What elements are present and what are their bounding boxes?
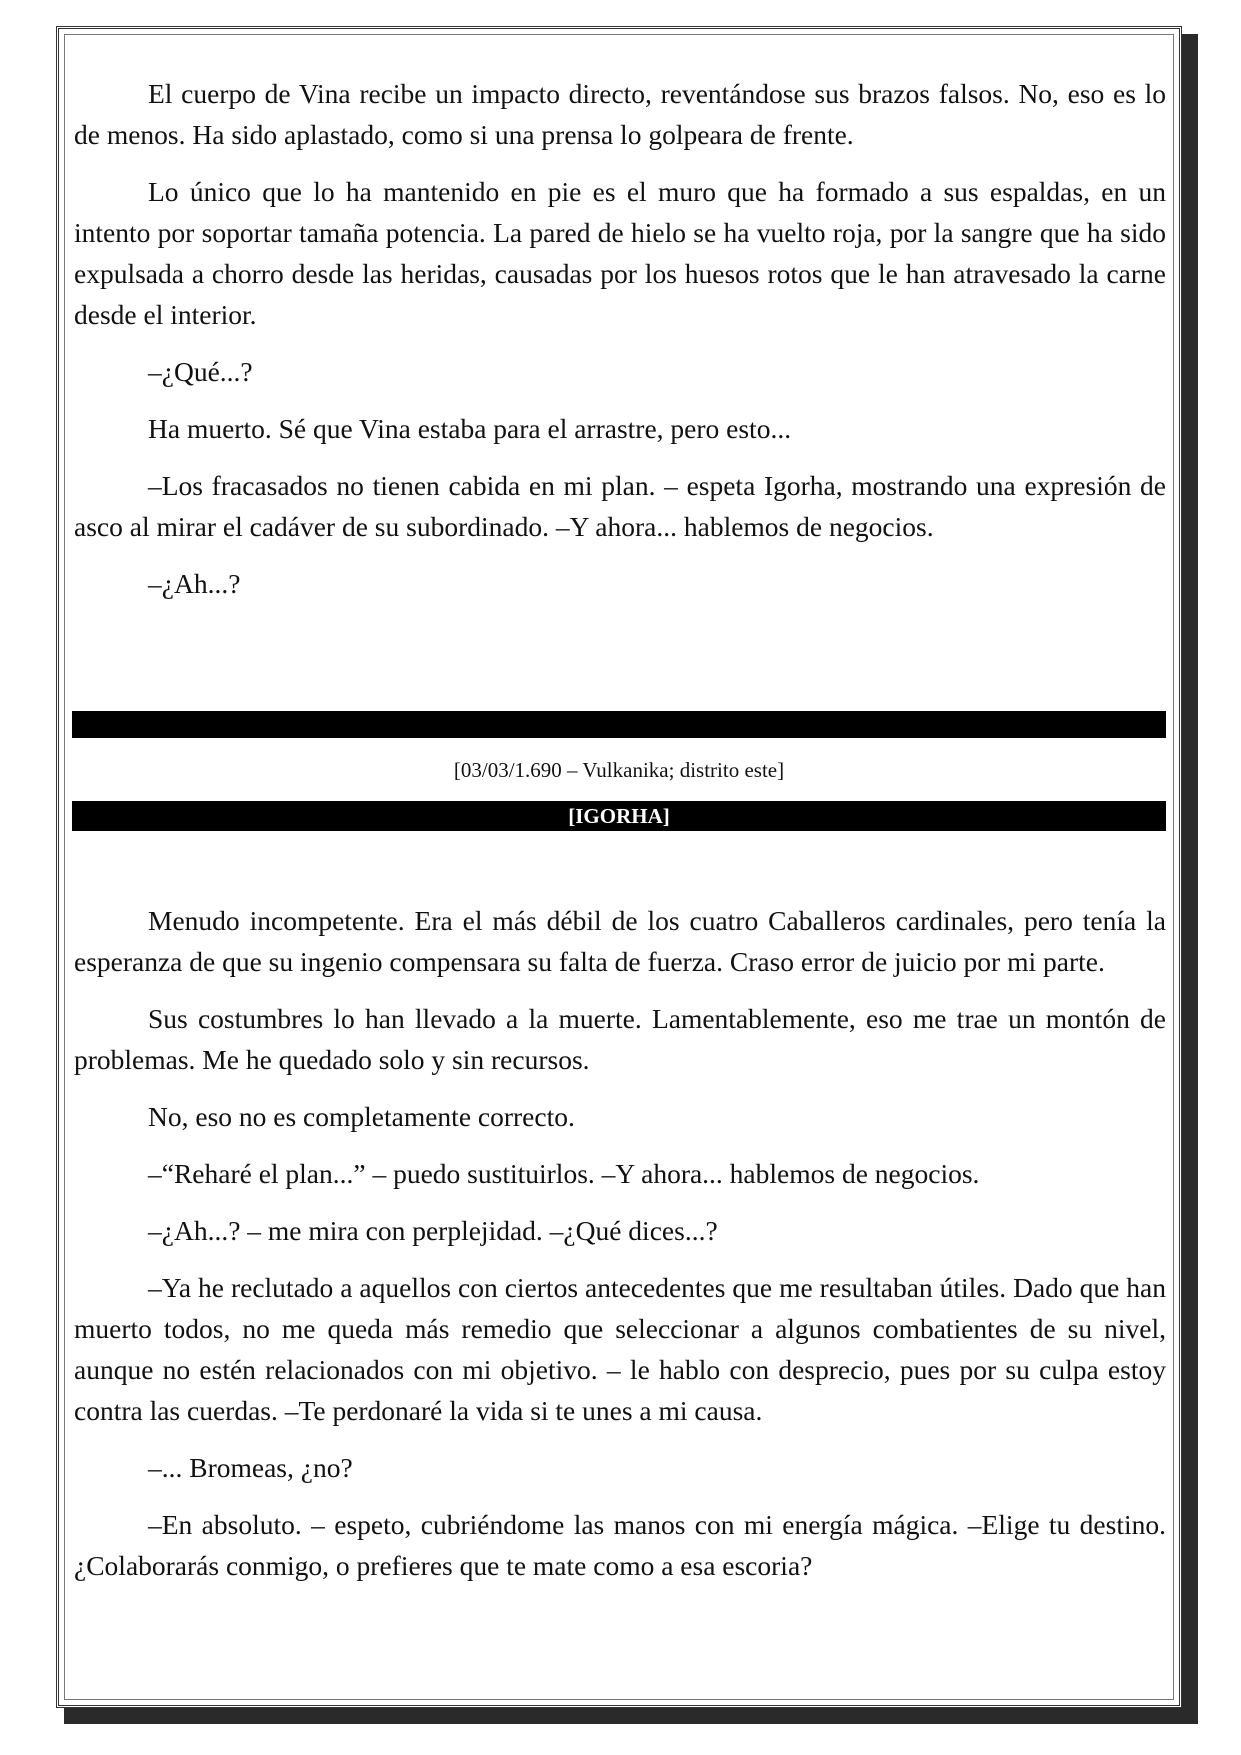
dialogue-line: –“Reharé el plan...” – puedo sustituirlos. –Y ahora... hablemos de negocios. bbox=[148, 1158, 980, 1189]
paragraph: El cuerpo de Vina recibe un impacto directo, reventándose sus brazos falsos. No, eso es lo de menos. Ha sido aplastado, como si una prensa lo golpeara de frente. bbox=[74, 78, 1166, 150]
section-one bbox=[74, 73, 1166, 604]
dialogue-line: –¿Ah...? bbox=[148, 568, 241, 599]
pov-character-header: [IGORHA] bbox=[72, 801, 1166, 831]
dialogue-line: –¿Qué...? bbox=[148, 356, 253, 387]
dialogue-line: –¿Ah...? – me mira con perplejidad. –¿Qué dices...? bbox=[148, 1215, 718, 1246]
scene-dateline: [03/03/1.690 – Vulkanika; distrito este] bbox=[453, 758, 785, 782]
dialogue-paragraph: –Los fracasados no tienen cabida en mi plan. – espeta Igorha, mostrando una expresión de asco al mirar el cadáver de su subordinado. –Y ahora... hablemos de negocios. bbox=[74, 470, 1166, 542]
paragraph: Ha muerto. Sé que Vina estaba para el arrastre, pero esto... bbox=[148, 413, 792, 444]
scene-divider-bar bbox=[72, 711, 1166, 738]
paragraph: Lo único que lo ha mantenido en pie es el muro que ha formado a sus espaldas, en un intento por soportar tamaña potencia. La pared de hielo se ha vuelto roja, por la sangre que ha sido expulsada a chorro desde las heridas, causadas por los huesos rotos que le han atravesado la carne desde el interior. bbox=[74, 176, 1166, 330]
dialogue-paragraph: –Ya he reclutado a aquellos con ciertos antecedentes que me resultaban útiles. Dado que han muerto todos, no me queda más remedio que seleccionar a algunos combatientes de su nivel, aunque no estén relacionados con mi objetivo. – le hablo con desprecio, pues por su culpa estoy contra las cuerdas. –Te perdonaré la vida si te unes a mi causa. bbox=[74, 1272, 1166, 1426]
paragraph: Menudo incompetente. Era el más débil de los cuatro Caballeros cardinales, pero tenía la esperanza de que su ingenio compensara su falta de fuerza. Craso error de juicio por mi parte. bbox=[74, 905, 1166, 977]
section-two bbox=[74, 900, 1166, 1586]
paragraph: No, eso no es completamente correcto. bbox=[148, 1101, 575, 1132]
paragraph: Sus costumbres lo han llevado a la muerte. Lamentablemente, eso me trae un montón de problemas. Me he quedado solo y sin recursos. bbox=[74, 1003, 1166, 1075]
dialogue-paragraph: –En absoluto. – espeto, cubriéndome las manos con mi energía mágica. –Elige tu destino. ¿Colaborarás conmigo, o prefieres que te mate como a esa escoria? bbox=[74, 1509, 1166, 1581]
dialogue-line: –... Bromeas, ¿no? bbox=[148, 1452, 353, 1483]
